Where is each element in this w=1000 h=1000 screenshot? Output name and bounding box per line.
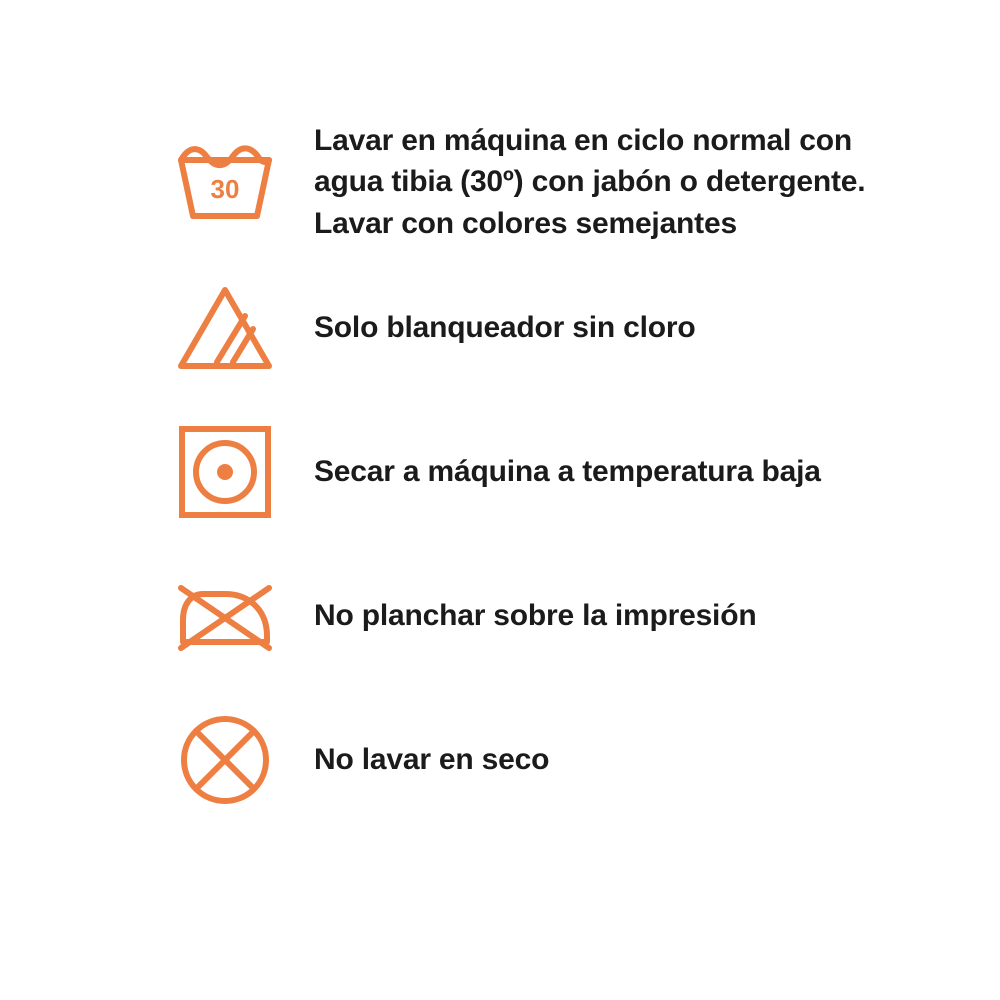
care-instruction-line: Lavar con colores semejantes	[314, 206, 737, 240]
care-instruction-row	[150, 268, 940, 388]
care-instruction-text	[300, 307, 696, 348]
care-instruction-line: Solo blanqueador sin cloro	[314, 311, 696, 345]
care-instruction-text	[300, 120, 865, 244]
care-instruction-text	[300, 739, 549, 780]
care-instruction-line: No lavar en seco	[314, 743, 550, 777]
non-chlorine-bleach-icon	[150, 282, 300, 374]
care-instruction-line: agua tibia (30º) con jabón o detergente.	[314, 165, 866, 199]
care-instruction-text	[300, 451, 821, 492]
care-instruction-text	[300, 595, 756, 636]
care-instruction-row	[150, 412, 940, 532]
care-instruction-row	[150, 556, 940, 676]
care-instruction-row	[150, 120, 940, 244]
wash-temperature-label: 30	[210, 174, 240, 205]
do-not-dry-clean-icon	[150, 712, 300, 808]
care-instruction-line: Secar a máquina a temperatura baja	[314, 455, 821, 489]
care-instruction-line: No planchar sobre la impresión	[314, 599, 757, 633]
care-instruction-row	[150, 700, 940, 820]
do-not-iron-print-icon	[150, 576, 300, 656]
machine-wash-30-icon	[150, 140, 300, 224]
care-instruction-line: Lavar en máquina en ciclo normal con	[314, 124, 852, 157]
tumble-dry-low-icon	[150, 424, 300, 520]
